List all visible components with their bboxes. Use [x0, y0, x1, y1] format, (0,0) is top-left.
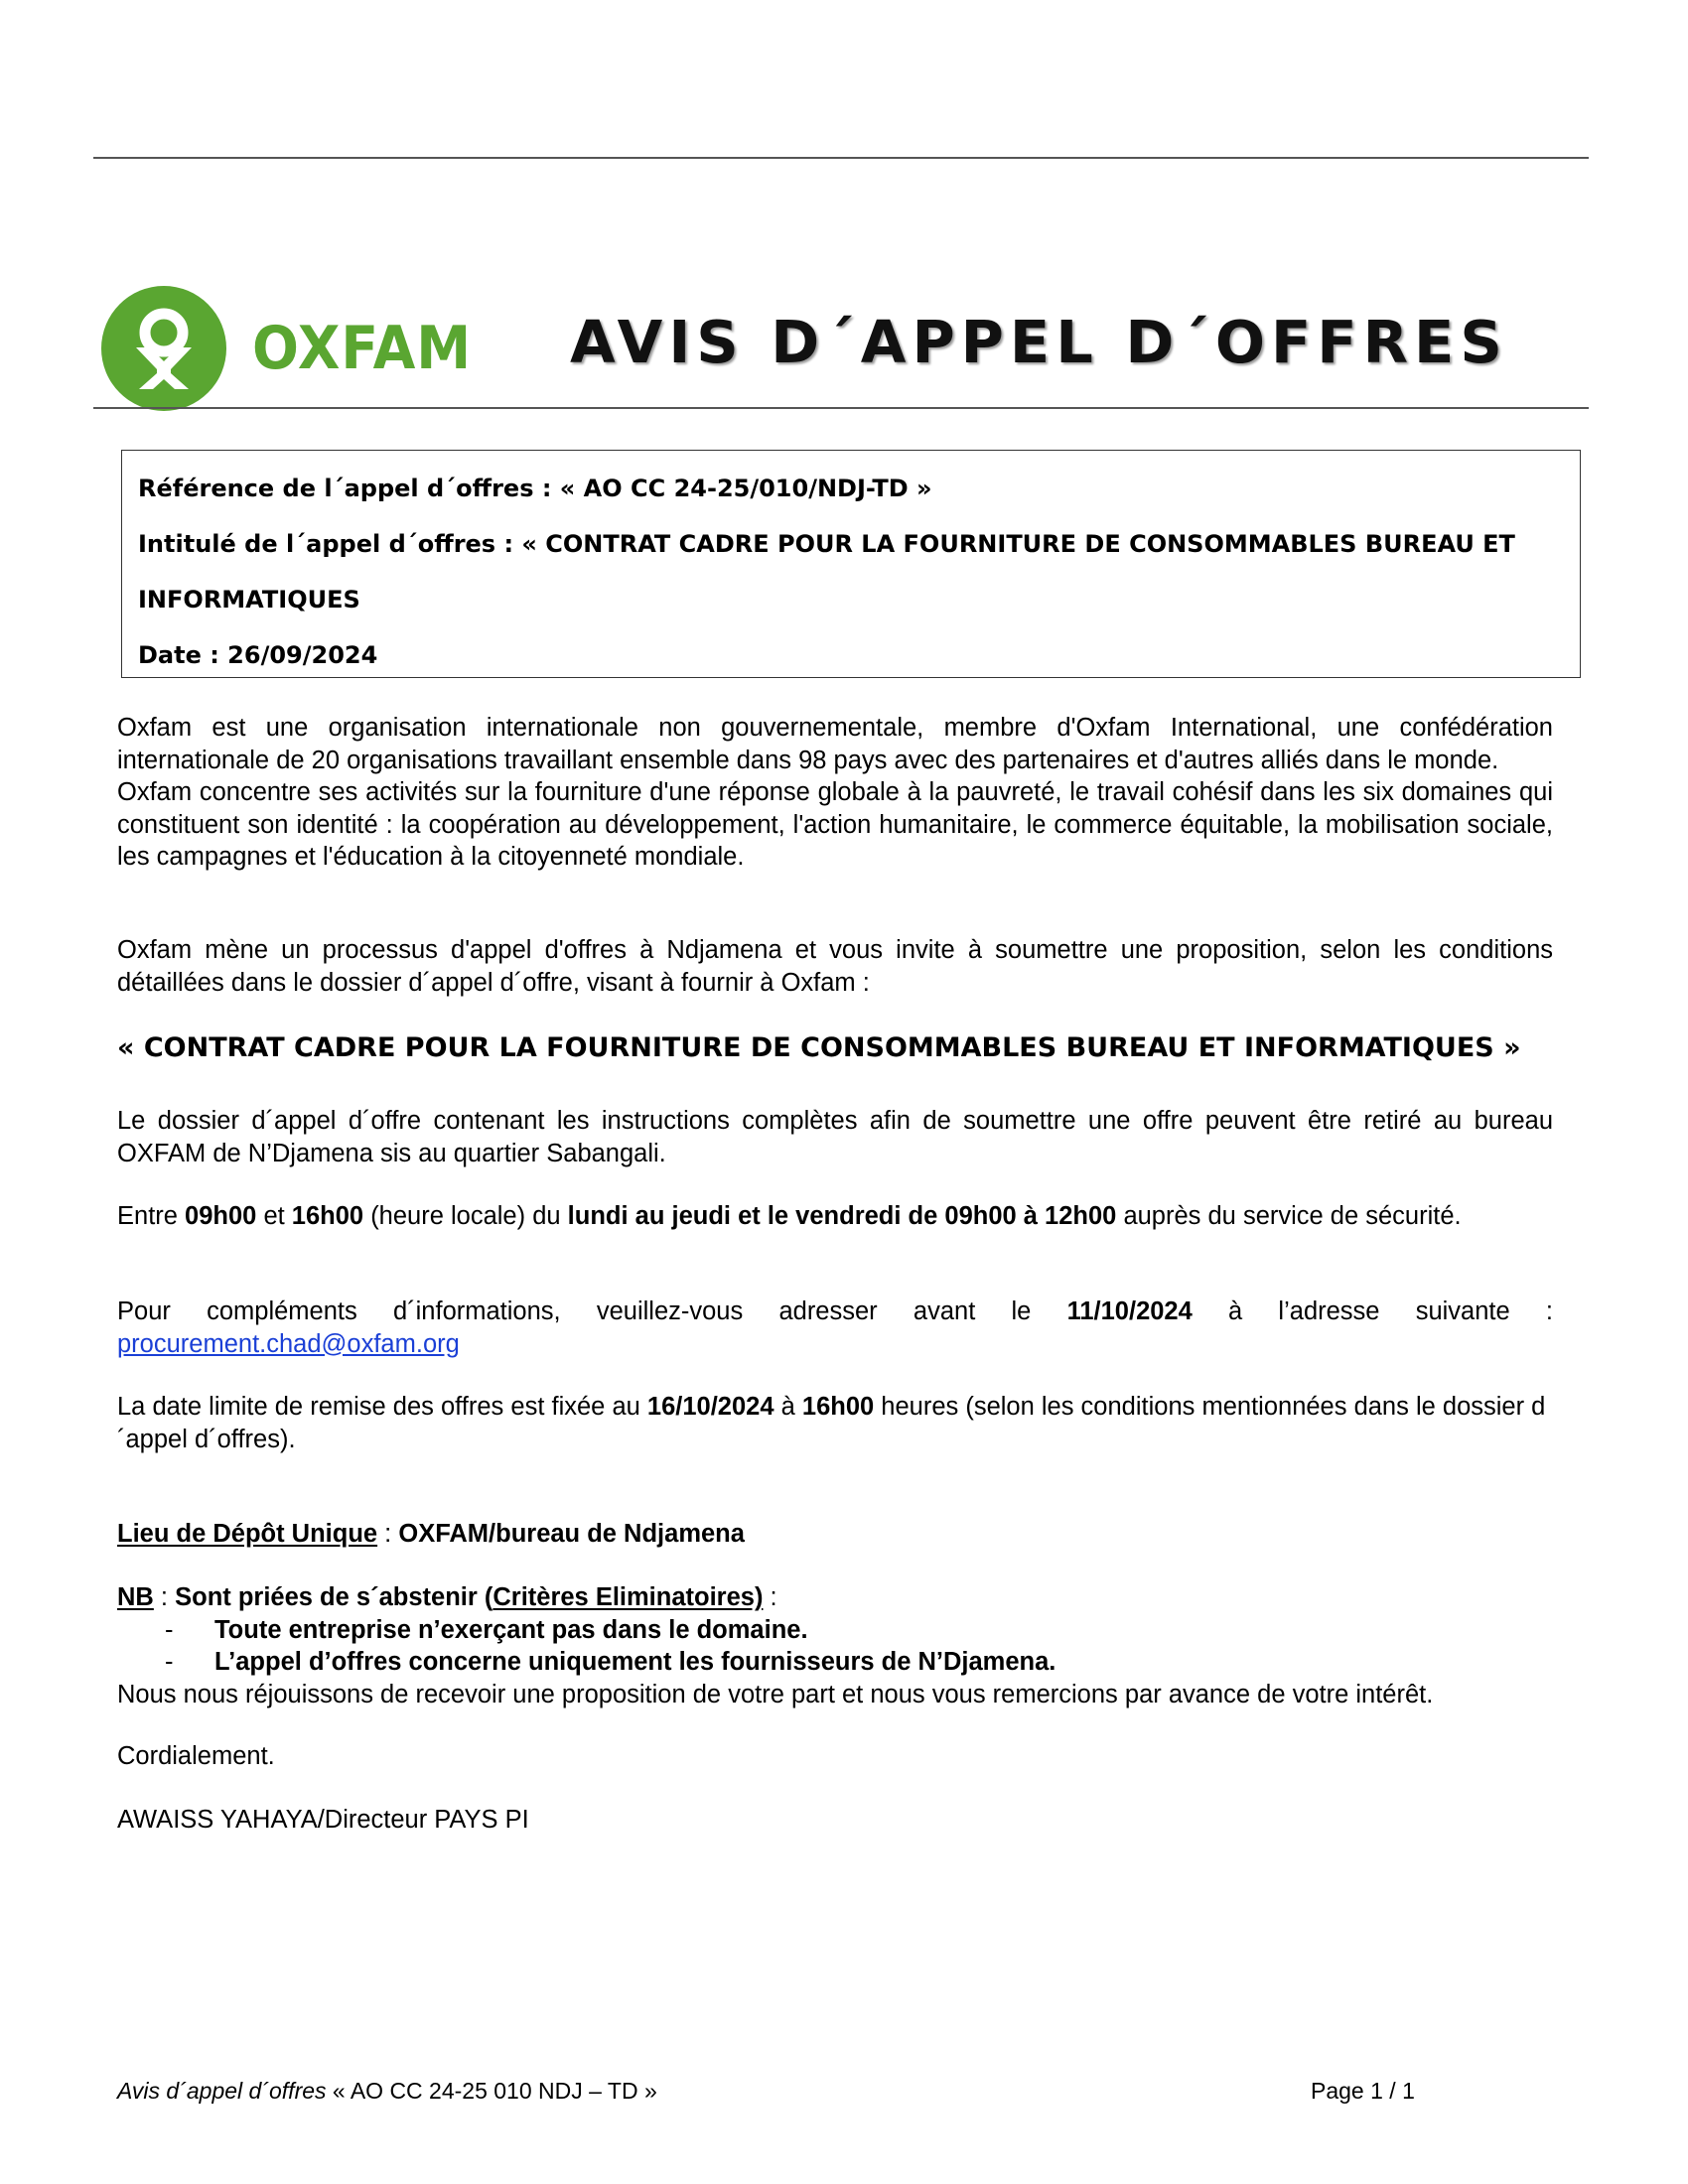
nb-criteria: Critères Eliminatoires) [492, 1583, 764, 1611]
bullet-dash: - [165, 1648, 174, 1676]
deposit-label: Lieu de Dépôt Unique [117, 1520, 378, 1548]
intro-paragraph-3: Oxfam mène un processus d'appel d'offres à Ndjamena et vous invite à soumettre une proposition, selon les conditions détaillées dans le dossier d´appel d´offre, visant à fournir à Oxfam : [117, 936, 1553, 997]
tender-date: Date : 26/09/2024 [138, 641, 378, 669]
header-rule [93, 407, 1589, 409]
intro-paragraph-2: Oxfam concentre ses activités sur la fourniture d'une réponse globale à la pauvreté, le travail cohésif dans les six domaines qui constituent son identité : la coopération au développement, l'action humanitaire, le commerce équitable, la mobilisation sociale, les campagnes et l'éducation à la citoyenneté mondiale. [117, 778, 1553, 871]
info-date: 11/10/2024 [1066, 1297, 1193, 1325]
deadline-text: La date limite de remise des offres est fixée au [117, 1393, 647, 1421]
list-item [117, 1646, 1553, 1679]
hours-start: 09h00 [185, 1202, 257, 1230]
deposit-line [117, 1518, 1553, 1551]
nb-item-1: Toute entreprise n’exerçant pas dans le domaine. [214, 1615, 808, 1644]
nb-intro: Sont priées de s´abstenir ( [175, 1583, 493, 1611]
email-link[interactable]: procurement.chad@oxfam.org [117, 1329, 460, 1358]
regards: Cordialement. [117, 1742, 275, 1770]
hours-text: auprès du service de sécurité. [1116, 1202, 1462, 1230]
intro-paragraph-1: Oxfam est une organisation internationale non gouvernementale, membre d'Oxfam International, une confédération internationale de 20 organisations travaillant ensemble dans 98 pays avec des partenaires et d'autres alliés dans le monde. [117, 714, 1553, 774]
reference-line: Référence de l´appel d´offres : « AO CC 24-25/010/NDJ-TD » [138, 475, 932, 502]
list-item [117, 1614, 1553, 1647]
page-number: Page 1 / 1 [1311, 2078, 1415, 2104]
hours-text: (heure locale) du [363, 1202, 568, 1230]
bullet-dash: - [165, 1615, 174, 1644]
footer-ref-code: « AO CC 24-25 010 NDJ – TD » [326, 2078, 657, 2104]
nb-line [117, 1581, 1553, 1614]
info-text: Pour compléments d´informations, veuillez-vous adresser avant le [117, 1297, 1067, 1325]
deadline-time: 16h00 [801, 1393, 875, 1421]
deposit-value: OXFAM/bureau de Ndjamena [398, 1520, 745, 1548]
deadline-text: à [774, 1393, 802, 1421]
tender-title-line-2: INFORMATIQUES [138, 586, 360, 614]
info-text: à l’adresse suivante : [1192, 1297, 1553, 1325]
page-title: AVIS D´APPEL D´OFFRES [570, 308, 1508, 376]
contract-title: « CONTRAT CADRE POUR LA FOURNITURE DE CONSOMMABLES BUREAU ET INFORMATIQUES » [117, 1032, 1521, 1063]
oxfam-logo-icon [101, 286, 226, 411]
nb-label: NB [117, 1583, 154, 1611]
hours-end: 16h00 [291, 1202, 364, 1230]
logo-wordmark: OXFAM [252, 314, 473, 383]
hours-days: lundi au jeudi et le vendredi de 09h00 à 12h00 [567, 1202, 1117, 1230]
dossier-paragraph: Le dossier d´appel d´offre contenant les instructions complètes afin de soumettre une offre peuvent être retiré au bureau OXFAM de N’Djamena sis au quartier Sabangali. [117, 1107, 1553, 1167]
hours-text: et [256, 1202, 292, 1230]
hours-text: Entre [117, 1202, 186, 1230]
hours-paragraph [117, 1200, 1553, 1233]
tender-title-line-1: Intitulé de l´appel d´offres : « CONTRAT CADRE POUR LA FOURNITURE DE CONSOMMABLES BUREAU ET [138, 530, 1515, 558]
intro-section [117, 712, 1553, 874]
deadline-date: 16/10/2024 [646, 1393, 774, 1421]
footer-italic: Avis d´appel d´offres [117, 2078, 327, 2104]
deadline-paragraph [117, 1391, 1553, 1455]
reference-box [121, 450, 1581, 678]
signature: AWAISS YAHAYA/Directeur PAYS PI [117, 1806, 529, 1834]
info-line [117, 1296, 1553, 1328]
top-rule [93, 157, 1589, 159]
deadline-text: heures (selon les conditions mentionnées dans le dossier d´appel d´offres). [117, 1393, 1546, 1453]
nb-after: : [763, 1583, 777, 1611]
deposit-separator: : [377, 1520, 399, 1548]
nb-section [117, 1581, 1553, 1710]
footer-reference [117, 2078, 657, 2105]
nb-item-2: L’appel d’offres concerne uniquement les fournisseurs de N’Djamena. [214, 1648, 1056, 1676]
closing-paragraph: Nous nous réjouissons de recevoir une proposition de votre part et nous vous remercions par avance de votre intérêt. [117, 1680, 1434, 1708]
nb-separator: : [153, 1583, 176, 1611]
info-paragraph [117, 1296, 1553, 1360]
oxfam-logo [101, 286, 491, 411]
